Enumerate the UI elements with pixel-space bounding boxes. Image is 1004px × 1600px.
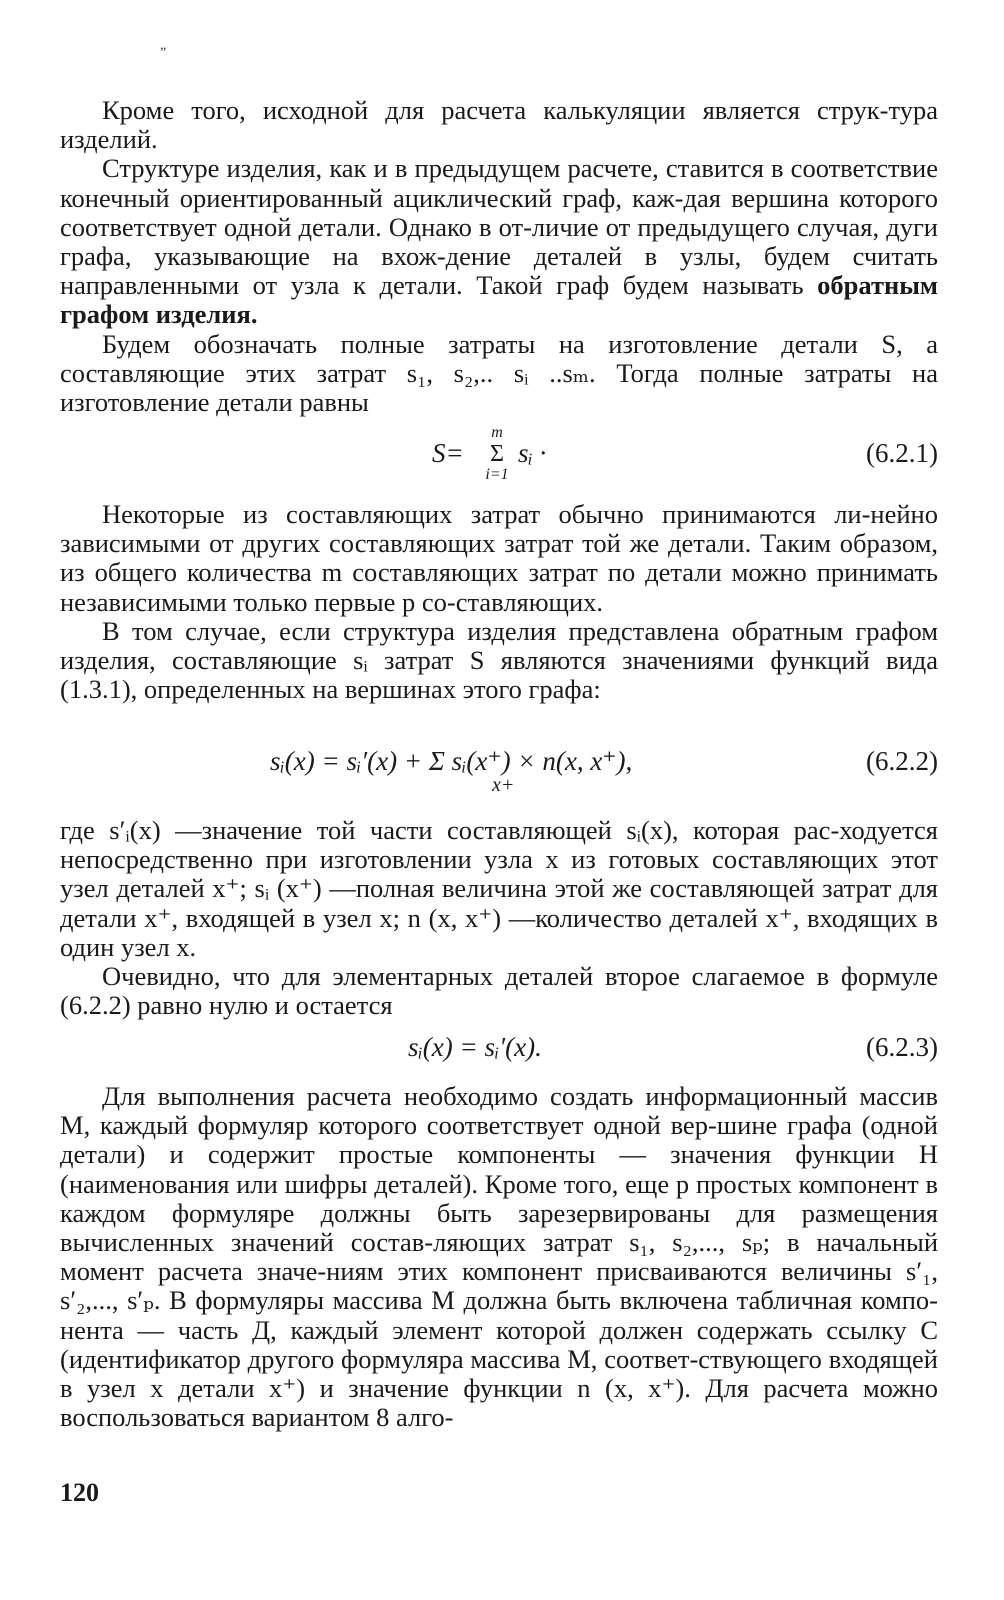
text-block-middle [60, 500, 938, 704]
paragraph-definitions: где s′ᵢ(x) —значение той части составляющей sᵢ(x), которая рас-ходуется непосредственно при изготовлении узла x из готовых составляющих этот узел деталей x⁺; sᵢ (x⁺) —полная величина этой же составляющей затрат для детали x⁺, входящей в узел x; n (x, x⁺) —количество деталей x⁺, входящих в один узел x. [60, 815, 938, 962]
paragraph-linear: Некоторые из составляющих затрат обычно принимаются ли-нейно зависимыми от других составляющих затрат той же детали. Таким образом, из общего количества m составляющих затрат по детали можно принимать независимыми только первые p со-ставляющих. [60, 499, 938, 617]
paragraph-intro: Кроме того, исходной для расчета калькуляции является струк-тура изделий. [60, 95, 938, 155]
equation-rhs: sᵢ · [518, 438, 547, 468]
equation-6-2-2 [60, 746, 938, 802]
sum-subscript: x+ [492, 774, 515, 796]
text-block-definitions [60, 816, 938, 1020]
paragraph-structure-text: Структуре изделия, как и в предыдущем расчете, ставится в соответствие конечный ориентированный ациклический граф, каж-дая вершина которого соответствует одной детали. Однако в от-личие от предыдущего случая, дуги графа, указывающие на вхож-дение деталей в узлы, будем считать направленными от узла к детали. Такой граф будем называть [60, 153, 938, 301]
paragraph-costs: Будем обозначать полные затраты на изготовление детали S, а составляющие этих затрат s₁, s₂,.. sᵢ ..sₘ. Тогда полные затраты на изготовление детали равны [60, 328, 938, 418]
equation-number: (6.2.3) [866, 1032, 938, 1062]
paragraph-elementary: Очевидно, что для элементарных деталей второе слагаемое в формуле (6.2.2) равно нулю и остается [60, 961, 938, 1021]
sum-upper-limit: m [491, 424, 503, 441]
paragraph-graph-functions: В том случае, если структура изделия представлена обратным графом изделия, составляющие sᵢ затрат S являются значениями функций вида (1.3.1), определенных на вершинах этого графа: [60, 615, 938, 705]
sum-sign: Σ [490, 441, 504, 467]
term-reverse-graph: обратным графом изделия. [60, 270, 938, 330]
equation-number: (6.2.2) [866, 746, 938, 776]
page-number: 120 [60, 1478, 99, 1507]
equation-6-2-1 [60, 424, 938, 494]
text-block-bottom [60, 1082, 938, 1432]
sum-operator [482, 424, 512, 484]
equation-number: (6.2.1) [866, 438, 938, 468]
equation-body: sᵢ(x) = sᵢ′(x). [408, 1032, 542, 1062]
paragraph-array: Для выполнения расчета необходимо создать информационный массив M, каждый формуляр которого соответствует одной вер-шине графа (одной детали) и содержит простые компоненты — значения функции H (наименования или шифры деталей). Кроме того, еще p простых компонент в каждом формуляре должны быть зарезервированы для размещения вычисленных значений состав-ляющих затрат s₁, s₂,..., sₚ; в начальный момент расчета значе-ниям этих компонент присваиваются величины s′₁, s′₂,..., s′ₚ. В формуляры массива M должна быть включена табличная компо-нента — часть Д, каждый элемент которой должен содержать ссылку C (идентификатор другого формуляра массива M, соответ-ствующего входящей в узел x детали x⁺) и значение функции n (x, x⁺). Для расчета можно воспользоваться вариантом 8 алго- [60, 1081, 938, 1433]
equation-body: sᵢ(x) = sᵢ′(x) + Σ sᵢ(x⁺) × n(x, x⁺), [270, 746, 633, 776]
text-block-top [60, 96, 938, 417]
equation-6-2-3 [60, 1032, 938, 1068]
sum-lower-limit: i=1 [485, 466, 509, 483]
page-speck: „ [160, 38, 167, 53]
paragraph-structure [60, 154, 938, 329]
equation-lhs: S= [432, 438, 464, 468]
